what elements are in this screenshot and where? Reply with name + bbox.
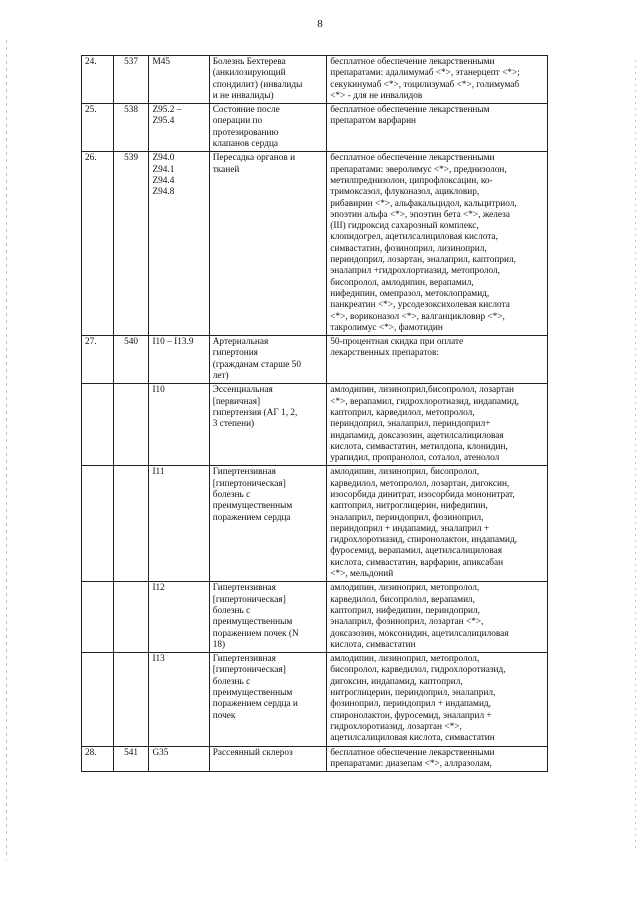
table-row	[82, 746, 548, 772]
condition-name-cell	[209, 582, 327, 653]
provision-description-line: гидрохлоротиазид, лозартан <*>,	[330, 721, 462, 732]
table-row	[82, 582, 548, 653]
icd-code-cell	[149, 466, 209, 582]
provision-description-line: кислота, симвастатин, метилдопа, клонидин,	[330, 441, 508, 452]
table-row	[82, 653, 548, 746]
row-number-cell	[82, 466, 114, 582]
provision-description-line: препаратами: диазепам <*>, аллразолам,	[330, 758, 492, 769]
condition-name-cell	[209, 336, 327, 384]
provision-description-line: периндоприл, лозартан, эналаприл, каптоприл,	[330, 255, 516, 266]
icd-code-line: Z94.8	[152, 187, 175, 198]
icd-code-line: I10	[152, 385, 165, 396]
provision-description-cell	[327, 466, 548, 582]
provision-description-line: фуросемид, верапамил, ацетилсалициловая	[330, 546, 503, 557]
row-number-cell	[82, 582, 114, 653]
condition-name-line: [гипертоническая]	[212, 594, 286, 605]
provision-description-line: каптоприл, нитроглицерин, нифедипин,	[330, 501, 488, 512]
provision-description-line: фозиноприл, периндоприл + индапамид,	[330, 699, 491, 710]
drug-provision-table	[81, 55, 548, 772]
condition-name-line: [первичная]	[212, 396, 261, 407]
provision-description-line: <*>, мельдоний	[330, 569, 394, 580]
provision-description-line: бисопролол, карведилол, гидрохлоротиазид,	[330, 665, 506, 676]
icd-code-line: Z94.4	[152, 175, 175, 186]
provision-description-line: амлодипин, лизиноприл, бисопролол,	[330, 467, 480, 478]
table-body	[82, 56, 548, 772]
condition-name-line: (анкилозирующий	[212, 68, 286, 79]
provision-description-cell	[327, 336, 548, 384]
condition-name-line: Артериальная	[212, 337, 269, 348]
provision-description-line: урапидил, пропранолол, соталол, атенолол	[330, 453, 500, 464]
provision-description-line: секукинумаб <*>, тоцилизумаб <*>, голимумаб	[330, 79, 520, 90]
provision-description-line: спиронолактон, фуросемид, эналаприл +	[330, 710, 492, 721]
row-id-cell: 541	[113, 746, 149, 772]
provision-description-line: кислота, симвастатин	[330, 639, 416, 650]
condition-name-cell	[209, 653, 327, 746]
provision-description-line: эналаприл, периндоприл, фозиноприл,	[330, 512, 484, 523]
condition-name-line: 18)	[212, 639, 226, 650]
condition-name-cell	[209, 104, 327, 152]
provision-description-line: <*>, верапамил, гидрохлоротиазид, индапамид,	[330, 396, 519, 407]
icd-code-line: I12	[152, 583, 165, 594]
table-row	[82, 56, 548, 104]
condition-name-line: преимущественным	[212, 501, 293, 512]
condition-name-line: протезированию	[212, 127, 279, 138]
row-number-cell: 26.	[82, 152, 114, 336]
provision-description-line: препаратами: эверолимус <*>, преднизолон,	[330, 164, 507, 175]
row-number-cell: 24.	[82, 56, 114, 104]
condition-name-line: Болезнь Бехтерева	[212, 57, 286, 67]
provision-description-cell	[327, 384, 548, 466]
scan-edge-right	[635, 60, 636, 850]
icd-code-line: Z95.2 –	[152, 105, 182, 116]
provision-description-line: карведилол, бисопролол, верапамил,	[330, 594, 476, 605]
provision-description-line: лекарственных препаратов:	[330, 348, 439, 359]
condition-name-cell	[209, 466, 327, 582]
condition-name-line: и не инвалиды)	[212, 90, 274, 101]
row-id-cell: 539	[113, 152, 149, 336]
icd-code-cell	[149, 746, 209, 772]
provision-description-line: периндоприл + индапамид, эналаприл +	[330, 523, 490, 534]
icd-code-line: Z95.4	[152, 116, 175, 127]
table-row	[82, 152, 548, 336]
provision-description-cell	[327, 582, 548, 653]
row-number-cell: 27.	[82, 336, 114, 384]
table-row	[82, 384, 548, 466]
condition-name-line: [гипертоническая]	[212, 478, 286, 489]
condition-name-line: [гипертоническая]	[212, 665, 286, 676]
provision-description-line: ацетилсалициловая кислота, симвастатин	[330, 733, 495, 744]
page-number: 8	[317, 18, 323, 30]
table-row	[82, 104, 548, 152]
provision-description-line: тримоксазол, флуконазол, ацикловир,	[330, 187, 480, 198]
provision-description-line: каптоприл, карведилол, метопролол,	[330, 407, 475, 418]
condition-name-line: Рассеянный склероз	[212, 747, 293, 758]
provision-description-line: метилпреднизолон, ципрофлоксацин, ко-	[330, 175, 493, 186]
condition-name-line: почек	[212, 710, 236, 721]
condition-name-line: операции по	[212, 116, 263, 127]
condition-name-line: гипертония	[212, 348, 258, 359]
row-id-cell	[113, 653, 149, 746]
provision-description-line: изосорбида динитрат, изосорбида мононитрат,	[330, 489, 515, 500]
row-id-cell: 537	[113, 56, 149, 104]
provision-description-line: дигоксин, индапамид, каптоприл,	[330, 676, 463, 687]
provision-description-line: клопидогрел, ацетилсалициловая кислота,	[330, 232, 498, 243]
row-id-cell	[113, 384, 149, 466]
provision-description-line: бесплатное обеспечение лекарственным	[330, 105, 490, 116]
icd-code-line: Z94.1	[152, 164, 175, 175]
provision-description-line: индапамид, доксазозин, ацетилсалициловая	[330, 430, 504, 441]
condition-name-line: болезнь с	[212, 489, 251, 500]
provision-description-line: такролимус <*>, фамотидин	[330, 322, 443, 333]
icd-code-line: I10 – I13.9	[152, 337, 194, 348]
provision-description-line: <*> - для не инвалидов	[330, 90, 423, 101]
provision-description-line: каптоприл, нифедипин, периндоприл,	[330, 605, 480, 616]
row-number-cell: 28.	[82, 746, 114, 772]
provision-description-line: нифедипин, омепразол, метоклопрамид,	[330, 288, 490, 299]
condition-name-line: Пересадка органов и	[212, 153, 296, 164]
icd-code-line: I13	[152, 654, 165, 665]
icd-code-cell	[149, 104, 209, 152]
icd-code-line: M45	[152, 57, 171, 67]
provision-description-line: бесплатное обеспечение лекарственными	[330, 153, 495, 164]
table-row	[82, 466, 548, 582]
icd-code-cell	[149, 152, 209, 336]
provision-description-line: бесплатное обеспечение лекарственными	[330, 747, 495, 758]
condition-name-line: 3 степени)	[212, 419, 255, 430]
provision-description-line: нитроглицерин, периндоприл, эналаприл,	[330, 688, 496, 699]
condition-name-line: клапанов сердца	[212, 139, 279, 150]
condition-name-line: Гипертензивная	[212, 583, 276, 594]
provision-description-cell	[327, 104, 548, 152]
provision-description-line: симвастатин, фозиноприл, лизиноприл,	[330, 243, 487, 254]
icd-code-line: G35	[152, 747, 169, 758]
condition-name-line: поражением почек (N	[212, 628, 299, 639]
provision-description-line: <*>, вориконазол <*>, валганцикловир <*>,	[330, 311, 505, 322]
condition-name-cell	[209, 746, 327, 772]
condition-name-line: Гипертензивная	[212, 654, 276, 665]
icd-code-line: I11	[152, 467, 165, 478]
condition-name-line: лет)	[212, 371, 229, 382]
provision-description-line: бесплатное обеспечение лекарственными	[330, 57, 495, 67]
condition-name-line: поражением сердца и	[212, 699, 298, 710]
provision-description-line: доксазозин, моксонидин, ацетилсалициловая	[330, 628, 509, 639]
provision-description-line: амлодипин, лизиноприл, метопролол,	[330, 654, 480, 665]
condition-name-line: гипертензия (АГ 1, 2,	[212, 407, 298, 418]
provision-description-line: (III) гидроксид сахарозный комплекс,	[330, 221, 479, 232]
condition-name-line: Гипертензивная	[212, 467, 276, 478]
icd-code-line: Z94.0	[152, 153, 175, 164]
condition-name-line: Эссенциальная	[212, 385, 273, 396]
row-number-cell: 25.	[82, 104, 114, 152]
provision-description-line: препаратом варфарин	[330, 116, 417, 127]
provision-description-cell	[327, 152, 548, 336]
icd-code-cell	[149, 582, 209, 653]
condition-name-cell	[209, 56, 327, 104]
condition-name-line: спондилит) (инвалиды	[212, 79, 303, 90]
provision-description-line: гидрохлоротиазид, спиронолактон, индапамид,	[330, 535, 518, 546]
icd-code-cell	[149, 336, 209, 384]
table-row	[82, 336, 548, 384]
provision-description-cell	[327, 56, 548, 104]
condition-name-line: преимущественным	[212, 617, 293, 628]
provision-description-line: амлодипин, лизиноприл,бисопролол, лозартан	[330, 385, 514, 396]
row-id-cell	[113, 582, 149, 653]
provision-description-line: эналаприл +гидрохлортиазид, метопролол,	[330, 266, 500, 277]
provision-description-line: 50-процентная скидка при оплате	[330, 337, 464, 348]
provision-description-line: периндоприл, эналаприл, периндоприл+	[330, 419, 491, 430]
row-id-cell: 540	[113, 336, 149, 384]
condition-name-line: преимущественным	[212, 688, 293, 699]
condition-name-line: Состояние после	[212, 105, 280, 116]
condition-name-line: болезнь с	[212, 676, 251, 687]
provision-description-line: кислота, симвастатин, варфарин, апиксабан	[330, 557, 504, 568]
condition-name-line: (гражданам старше 50	[212, 359, 301, 370]
condition-name-cell	[209, 152, 327, 336]
provision-description-line: эпоэтин альфа <*>, эпоэтин бета <*>, железа	[330, 209, 510, 220]
condition-name-cell	[209, 384, 327, 466]
provision-description-cell	[327, 653, 548, 746]
provision-description-line: рибавирин <*>, альфакальцидол, кальцитриол,	[330, 198, 517, 209]
condition-name-line: поражением сердца	[212, 512, 291, 523]
provision-description-line: бисопролол, амлодипин, верапамил,	[330, 277, 474, 288]
row-number-cell	[82, 384, 114, 466]
provision-description-line: препаратами: адалимумаб <*>, этанерцепт <*>;	[330, 68, 520, 79]
icd-code-cell	[149, 56, 209, 104]
icd-code-cell	[149, 653, 209, 746]
icd-code-cell	[149, 384, 209, 466]
provision-description-line: амлодипин, лизиноприл, метопролол,	[330, 583, 480, 594]
provision-description-cell	[327, 746, 548, 772]
condition-name-line: болезнь с	[212, 605, 251, 616]
provision-description-line: карведилол, метопролол, лозартан, дигоксин,	[330, 478, 510, 489]
row-number-cell	[82, 653, 114, 746]
row-id-cell	[113, 466, 149, 582]
condition-name-line: тканей	[212, 164, 240, 175]
row-id-cell: 538	[113, 104, 149, 152]
provision-description-line: панкреатин <*>, урсодезоксихолевая кислота	[330, 300, 510, 311]
provision-description-line: эналаприл, фозиноприл, лозартан <*>,	[330, 617, 484, 628]
scan-edge-left	[6, 40, 7, 860]
